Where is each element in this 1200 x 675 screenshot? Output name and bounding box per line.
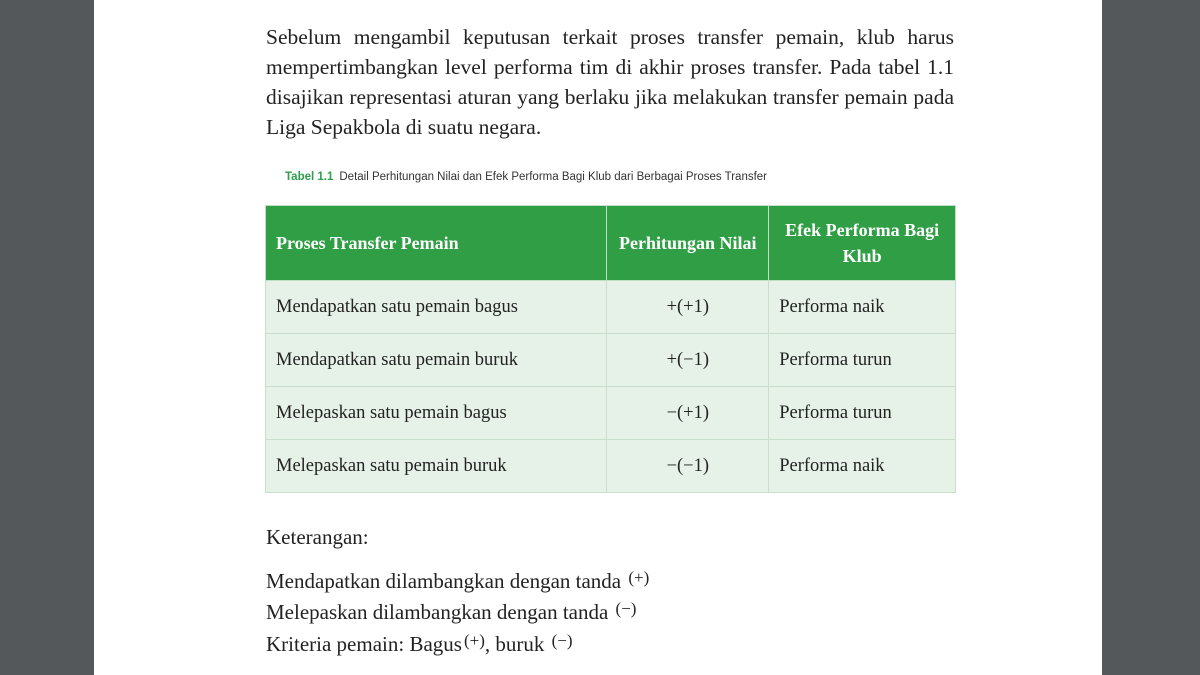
cell-efek: Performa naik	[769, 440, 956, 493]
table-row	[266, 440, 956, 493]
notes-title: Keterangan:	[266, 525, 369, 549]
note-line	[266, 627, 966, 659]
note-symbol: (−)	[615, 599, 637, 618]
cell-nilai: −(−1)	[607, 440, 769, 493]
cell-efek: Performa turun	[769, 334, 956, 387]
header-proses: Proses Transfer Pemain	[266, 206, 607, 281]
cell-efek: Performa turun	[769, 387, 956, 440]
table-caption-text: Detail Perhitungan Nilai dan Efek Performa Bagi Klub dari Berbagai Proses Transfer	[339, 171, 768, 183]
table-caption-tag: Tabel 1.1	[285, 171, 334, 183]
cell-proses: Melepaskan satu pemain bagus	[266, 387, 607, 440]
note-symbol: (+)	[463, 630, 485, 650]
cell-proses: Mendapatkan satu pemain bagus	[266, 281, 607, 334]
table-row	[266, 387, 956, 440]
table-row	[266, 334, 956, 387]
cell-nilai: +(+1)	[607, 281, 769, 334]
transfer-table	[265, 205, 956, 493]
document-page	[94, 0, 1102, 675]
table-row	[266, 281, 956, 334]
note-text: Kriteria pemain: Bagus	[266, 631, 462, 656]
table-caption	[285, 171, 1005, 183]
header-efek: Efek Performa Bagi Klub	[769, 206, 956, 281]
header-perhitungan: Perhitungan Nilai	[607, 206, 769, 281]
note-text: Melepaskan dilambangkan dengan tanda	[266, 600, 609, 624]
note-text: , buruk	[484, 631, 545, 656]
cell-proses: Melepaskan satu pemain buruk	[266, 440, 607, 493]
note-text: Mendapatkan dilambangkan dengan tanda	[266, 568, 622, 593]
cell-efek: Performa naik	[769, 281, 956, 334]
cell-proses: Mendapatkan satu pemain buruk	[266, 334, 607, 387]
note-symbol: (−)	[551, 630, 573, 650]
cell-nilai: −(+1)	[607, 387, 769, 440]
cell-nilai: +(−1)	[607, 334, 769, 387]
intro-paragraph: Sebelum mengambil keputusan terkait proses transfer pemain, klub harus mempertimbangkan level performa tim di akhir proses transfer. Pada tabel 1.1 disajikan representasi aturan yang berlaku jika melakukan transfer pemain pada Liga Sepakbola di suatu negara.	[266, 25, 954, 139]
table-header-row	[266, 206, 956, 281]
notes-section	[266, 523, 966, 658]
note-line	[266, 595, 966, 627]
note-line	[266, 564, 966, 596]
note-symbol: (+)	[628, 567, 650, 587]
